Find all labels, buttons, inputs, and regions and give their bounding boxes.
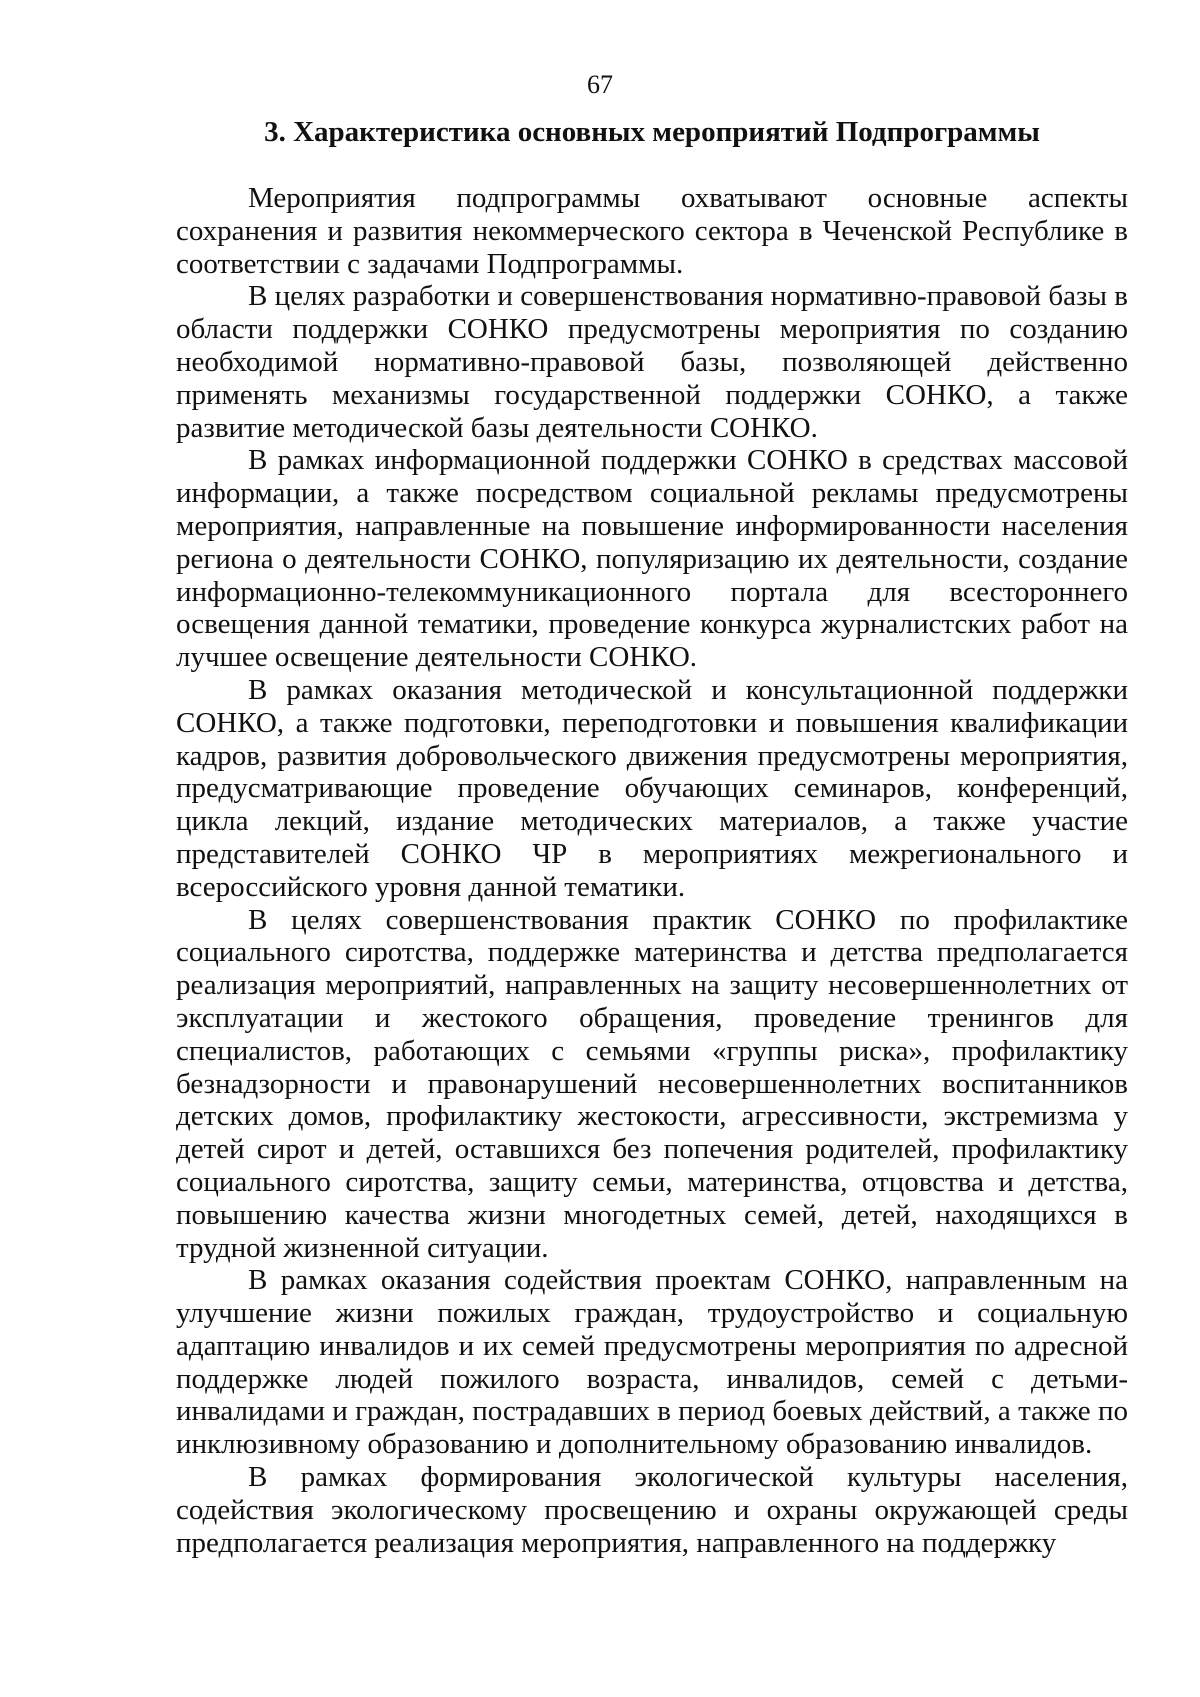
paragraph-ecology: В рамках формирования экологической культуры населения, содействия экологическому просвещению и охраны окружающей среды предполагается реализация мероприятия, направленного на поддержку: [176, 1461, 1128, 1559]
page-number: 67: [587, 70, 613, 99]
paragraph-orphanhood-prevention: В целях совершенствования практик СОНКО по профилактике социального сиротства, поддержке материнства и детства предполагается реализация мероприятий, направленных на защиту несовершеннолетних от эксплуатации и жестокого обращения, проведение тренингов для специалистов, работающих с семьями «группы риска», профилактику безнадзорности и правонарушений несовершеннолетних воспитанников детских домов, профилактику жестокости, агрессивности, экстремизма у детей сирот и детей, оставшихся без попечения родителей, профилактику социального сиротства, защиту семьи, материнства, отцовства и детства, повышению качества жизни многодетных семей, детей, находящихся в трудной жизненной ситуации.: [176, 903, 1128, 1264]
section-title: 3. Характеристика основных мероприятий Подпрограммы: [264, 116, 1040, 148]
paragraph-intro: Мероприятия подпрограммы охватывают основные аспекты сохранения и развития некоммерческого сектора в Чеченской Республике в соответствии с задачами Подпрограммы.: [176, 182, 1128, 280]
paragraph-legal-base: В целях разработки и совершенствования нормативно-правовой базы в области поддержки СОНКО предусмотрены мероприятия по созданию необходимой нормативно-правовой базы, позволяющей действенно применять механизмы государственной поддержки СОНКО, а также развитие методической базы деятельности СОНКО.: [176, 280, 1128, 444]
paragraph-information-support: В рамках информационной поддержки СОНКО в средствах массовой информации, а также посредством социальной рекламы предусмотрены мероприятия, направленные на повышение информированности населения региона о деятельности СОНКО, популяризацию их деятельности, создание информационно-телекоммуникационного портала для всестороннего освещения данной тематики, проведение конкурса журналистских работ на лучшее освещение деятельности СОНКО.: [176, 444, 1128, 674]
paragraph-elderly-disabled: В рамках оказания содействия проектам СОНКО, направленным на улучшение жизни пожилых граждан, трудоустройство и социальную адаптацию инвалидов и их семей предусмотрены мероприятия по адресной поддержке людей пожилого возраста, инвалидов, семей с детьми-инвалидами и граждан, пострадавших в период боевых действий, а также по инклюзивному образованию и дополнительному образованию инвалидов.: [176, 1264, 1128, 1461]
paragraph-methodical-support: В рамках оказания методической и консультационной поддержки СОНКО, а также подготовки, переподготовки и повышения квалификации кадров, развития добровольческого движения предусмотрены мероприятия, предусматривающие проведение обучающих семинаров, конференций, цикла лекций, издание методических материалов, а также участие представителей СОНКО ЧР в мероприятиях межрегионального и всероссийского уровня данной тематики.: [176, 673, 1128, 903]
body-text: [176, 182, 1128, 1559]
